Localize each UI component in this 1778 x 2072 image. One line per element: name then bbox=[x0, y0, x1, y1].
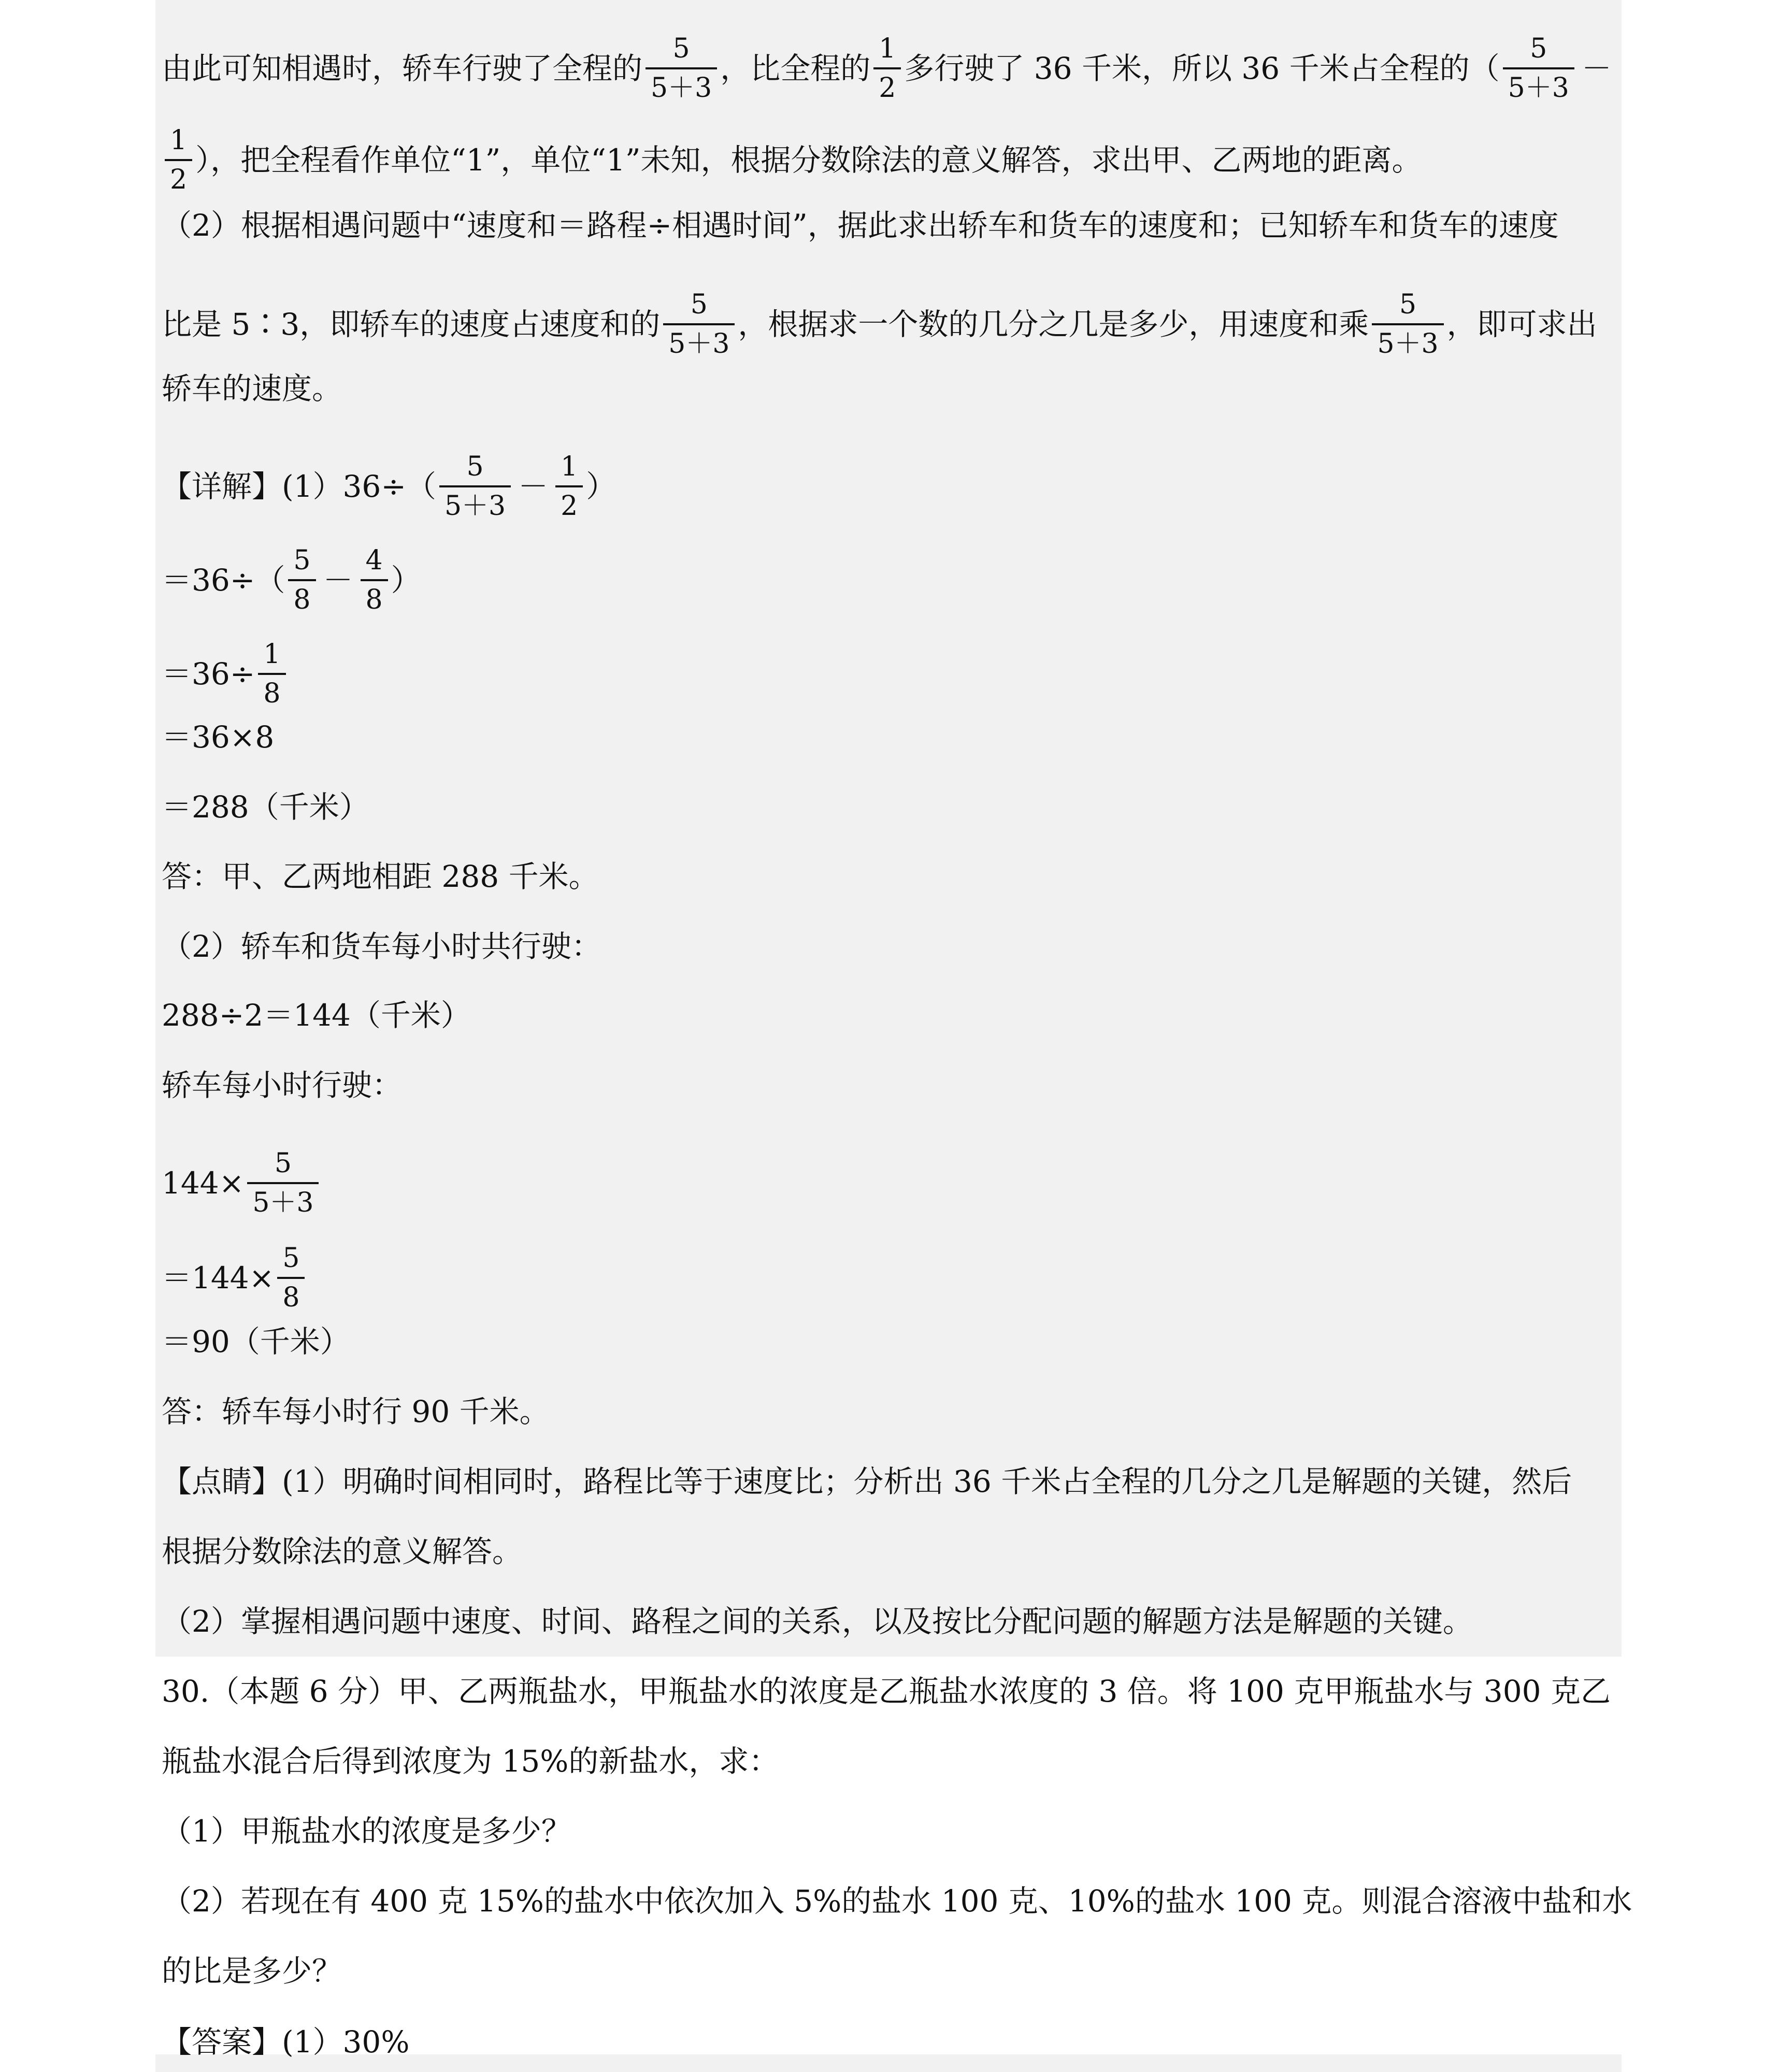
tip-line-3: （2）掌握相遇问题中速度、时间、路程之间的关系，以及按比分配问题的解题方法是解题的关键。 bbox=[162, 1604, 1473, 1639]
analysis-line-2: 1 2 ），把全程看作单位“1”，单位“1”未知，根据分数除法的意义解答，求出甲、乙两地的距离。 bbox=[162, 122, 1617, 198]
detail-step-1: 【详解】(1）36÷（ 5 5＋3 － 1 2 ） bbox=[162, 448, 1617, 525]
tip-line-1: 【点睛】(1）明确时间相同时，路程比等于速度比；分析出 36 千米占全程的几分之几是解题的关键，然后 bbox=[162, 1464, 1572, 1499]
detail-step-3: ＝36÷ $\frac{1}{8}$ bbox=[162, 636, 1617, 712]
question-30-line-1: 30.（本题 6 分）甲、乙两瓶盐水，甲瓶盐水的浓度是乙瓶盐水浓度的 3 倍。将 100 克甲瓶盐水与 300 克乙 bbox=[162, 1674, 1611, 1709]
detail-step-7: （2）轿车和货车每小时共行驶： bbox=[162, 929, 601, 964]
question-30-line-2: 瓶盐水混合后得到浓度为 15%的新盐水，求： bbox=[162, 1744, 779, 1779]
answer-line: 【答案】(1）30% bbox=[162, 2024, 410, 2060]
question-30-part-1: （1）甲瓶盐水的浓度是多少？ bbox=[162, 1814, 571, 1849]
detail-answer-2: 答：轿车每小时行 90 千米。 bbox=[162, 1394, 550, 1429]
detail-step-12: ＝90（千米） bbox=[162, 1324, 350, 1359]
fraction: 5 5＋3 bbox=[1372, 286, 1443, 363]
fraction: 5 8 bbox=[288, 542, 316, 618]
fraction: 1 2 bbox=[555, 448, 583, 525]
fraction: 5 5＋3 bbox=[663, 286, 735, 363]
fraction: $\frac{1}{8}$ bbox=[258, 636, 285, 712]
tip-line-2: 根据分数除法的意义解答。 bbox=[162, 1534, 523, 1569]
analysis-line-5: 轿车的速度。 bbox=[162, 371, 342, 406]
detail-step-11: ＝144× $\frac{5}{8}$ bbox=[162, 1240, 1617, 1316]
detail-step-8: 288÷2＝144（千米） bbox=[162, 998, 471, 1033]
analysis-line-3: （2）根据相遇问题中“速度和＝路程÷相遇时间”，据此求出轿车和货车的速度和；已知轿车和货车的速度 bbox=[162, 208, 1559, 243]
fraction: 5 5＋3 bbox=[646, 30, 717, 107]
detail-step-2: ＝36÷（ 5 8 － 4 8 ） bbox=[162, 542, 1617, 618]
question-30-part-2: （2）若现在有 400 克 15%的盐水中依次加入 5%的盐水 100 克、10%的盐水 100 克。则混合溶液中盐和水 bbox=[162, 1883, 1632, 1919]
detail-step-5: ＝288（千米） bbox=[162, 789, 369, 825]
detail-step-10: 144× $\frac{5}{5+3}$ bbox=[162, 1145, 1617, 1221]
fraction: 1 2 bbox=[873, 30, 901, 107]
detail-step-9: 轿车每小时行驶： bbox=[162, 1068, 403, 1103]
fraction: 1 2 bbox=[165, 122, 192, 198]
fraction: 5 5＋3 bbox=[439, 448, 511, 525]
question-30-line-5: 的比是多少？ bbox=[162, 1953, 342, 1989]
fraction: 5 5＋3 bbox=[1503, 30, 1574, 107]
detail-answer-1: 答：甲、乙两地相距 288 千米。 bbox=[162, 859, 599, 894]
analysis-line-1: 由此可知相遇时，轿车行驶了全程的 5 5＋3 ，比全程的 1 2 多行驶了 36 千米，所以 36 千米占全程的（ 5 5＋3 － bbox=[162, 30, 1617, 107]
detail-step-4: ＝36×8 bbox=[162, 720, 275, 755]
fraction: 4 8 bbox=[361, 542, 388, 618]
fraction: $\frac{5}{5+3}$ bbox=[247, 1145, 319, 1221]
analysis-line-4: 比是 5∶3，即轿车的速度占速度和的 5 5＋3 ，根据求一个数的几分之几是多少，用速度和乘 5 5＋3 ，即可求出 bbox=[162, 286, 1617, 363]
fraction: $\frac{5}{8}$ bbox=[277, 1240, 305, 1316]
